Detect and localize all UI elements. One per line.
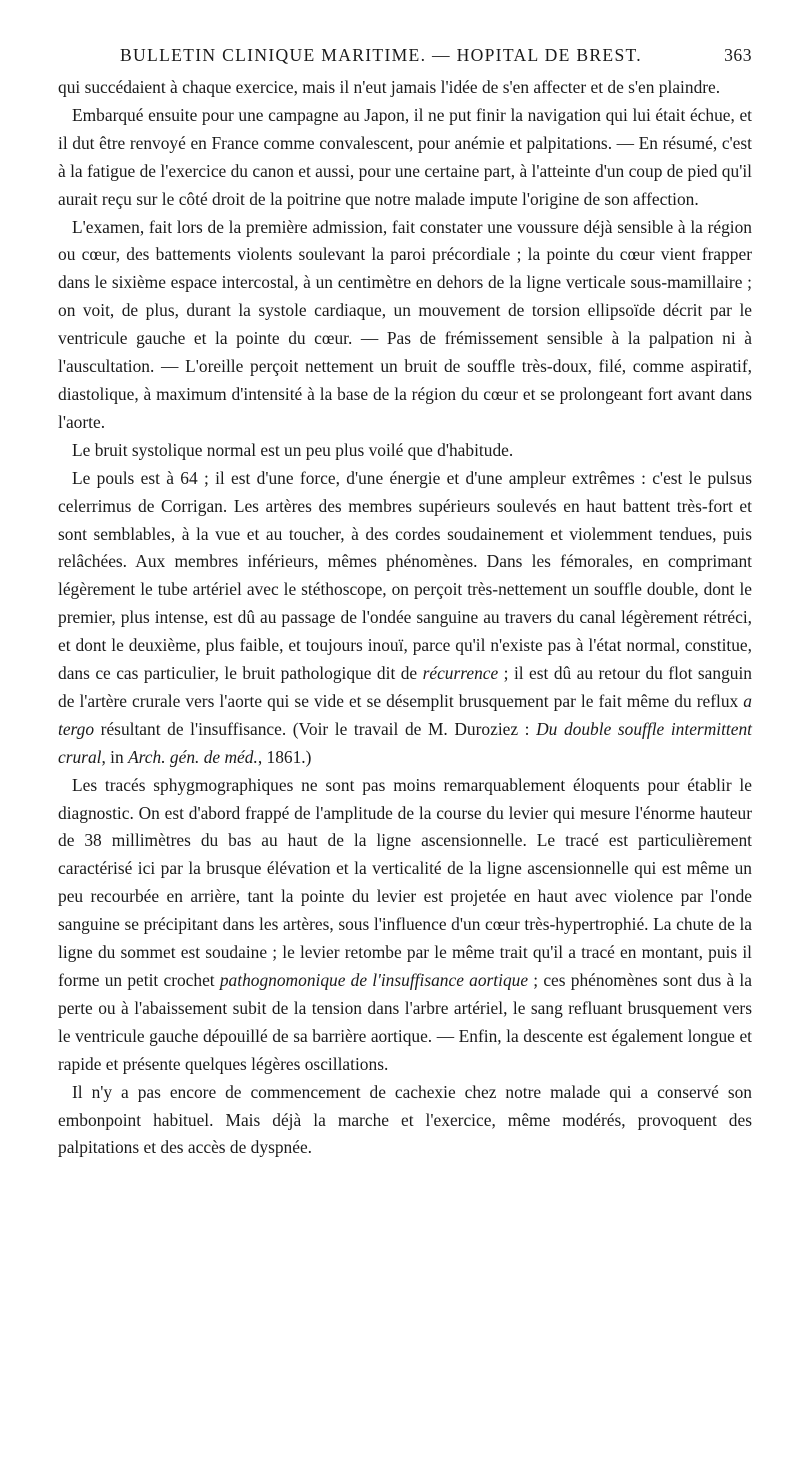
paragraph <box>58 772 752 1079</box>
text-run: ; ces phénomènes sont dus à la perte ou à l'abaissement subit de la tension dans l'arbre artériel, le sang refluant brusquement vers le ventricule gauche dépouillé de sa barrière aortique. — Enfin, la descente est également longue et rapide et présente quelques légères oscillations. <box>58 970 752 1074</box>
text-run: , in <box>101 746 129 767</box>
text-run: Il n'y a pas encore de commencement de cachexie chez notre malade qui a conservé son embonpoint habituel. Mais déjà la marche et l'exercice, même modérés, provoquent des palpitations et des accès de dyspnée. <box>58 1081 752 1158</box>
text-run: Les tracés sphygmographiques ne sont pas moins remarquablement éloquents pour établir le diagnostic. On est d'abord frappé de l'amplitude de la course du levier qui mesure l'énorme hauteur de 38 millimètres du bas au haut de la ligne ascensionnelle. Le tracé est particulièrement caractérisé ici par la brusque élévation et la verticalité de la ligne ascensionnelle qui est même un peu recourbée en arrière, tant la pointe du levier est projetée en haut avec violence par l'onde sanguine se précipitant dans les artères, sous l'influence d'un cœur très-hypertrophié. La chute de la ligne du sommet est soudaine ; le levier retombe par le même trait qu'il a tracé en montant, puis il forme un petit crochet <box>58 774 752 990</box>
paragraph <box>58 437 752 465</box>
text-run: qui succédaient à chaque exercice, mais il n'eut jamais l'idée de s'en affecter et de s'en plaindre. <box>58 77 721 97</box>
text-run: , 1861.) <box>257 746 312 767</box>
italic-text: Du double souffle intermittent crural <box>58 718 752 767</box>
italic-text: a tergo <box>58 690 752 739</box>
text-run: Le bruit systolique normal est un peu plus voilé que d'habitude. <box>72 439 514 460</box>
running-header <box>58 44 752 66</box>
body-text <box>58 74 752 1162</box>
italic-text: pathognomonique de l'insuffisance aortique <box>219 970 529 990</box>
text-run: résultant de l'insuffisance. (Voir le travail de M. Duroziez : <box>94 718 537 739</box>
paragraph <box>58 74 752 102</box>
page-number: 363 <box>724 45 752 65</box>
text-run: Embarqué ensuite pour une campagne au Japon, il ne put finir la navigation qui lui était échue, et il dut être renvoyé en France comme convalescent, pour anémie et palpitations. — En résumé, c'est à la fatigue de l'exercice du canon et aussi, pour une certaine part, à l'atteinte d'un coup de pied qu'il aurait reçu sur le côté droit de la poitrine que notre malade impute l'origine de son affection. <box>58 104 752 209</box>
text-run: L'examen, fait lors de la première admission, fait constater une voussure déjà sensible à la région ou cœur, des battements violents soulevant la paroi précordiale ; la pointe du cœur vient frapper dans le sixième espace intercostal, à un centimètre en dehors de la ligne verticale sous-mamillaire ; on voit, de plus, durant la systole cardiaque, un mouvement de torsion ellipsoïde décrit par le ventricule gauche et la pointe du cœur. — Pas de frémissement sensible à la palpation ni à l'auscultation. — L'oreille perçoit nettement un bruit de souffle très-doux, filé, comme aspiratif, diastolique, à maximum d'intensité à la base de la région du cœur et se prolongeant fort avant dans l'aorte. <box>58 216 752 432</box>
paragraph <box>58 102 752 214</box>
paragraph <box>58 465 752 772</box>
text-run: ; il est dû au retour du flot sanguin de l'artère crurale vers l'aorte qui se vide et se désemplit brusquement par le fait même du reflux <box>58 663 752 711</box>
paragraph <box>58 1079 752 1163</box>
paragraph <box>58 214 752 437</box>
running-title: BULLETIN CLINIQUE MARITIME. — HOPITAL DE BREST. <box>120 45 642 65</box>
page <box>58 44 752 1162</box>
italic-text: Arch. gén. de méd. <box>128 746 258 767</box>
text-run: Le pouls est à 64 ; il est d'une force, d'une énergie et d'une ampleur extrêmes : c'est le pulsus celerrimus de Corrigan. Les artères des membres supérieurs soulevés en haut battent très-fort et sont semblables, à la vue et au toucher, à des cordes soudainement et violemment tendues, puis relâchées. Aux membres inférieurs, mêmes phénomènes. Dans les fémorales, en comprimant légèrement le tube artériel avec le stéthoscope, on perçoit très-nettement un souffle double, dont le premier, plus intense, est dû au passage de l'ondée sanguine au travers du canal légèrement rétréci, et dont le deuxième, plus faible, et toujours inouï, parce qu'il n'existe pas à l'état normal, constitue, dans ce cas particulier, le bruit pathologique dit de <box>58 467 752 684</box>
italic-text: récurrence <box>422 663 499 684</box>
